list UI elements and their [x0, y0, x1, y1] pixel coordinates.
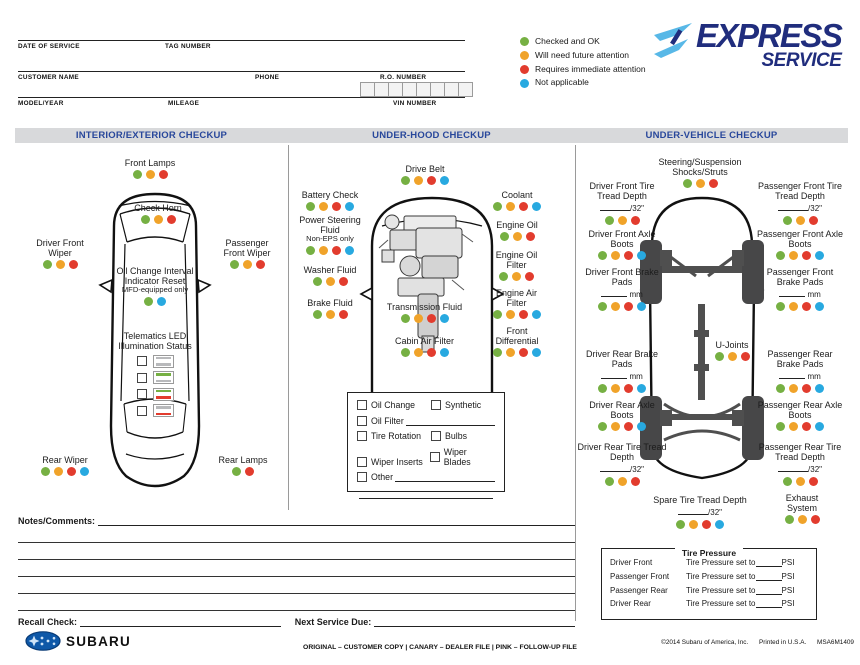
- next-service-due-line[interactable]: [374, 616, 575, 627]
- tire-pressure-title: Tire Pressure: [602, 543, 816, 561]
- checkpoint-front-differential: Front Differential: [487, 326, 547, 359]
- checkpoint-washer-fluid: Washer Fluid: [290, 265, 370, 288]
- checkpoint-passenger-rear-axle-boots: Passenger Rear Axle Boots: [755, 400, 845, 433]
- legend-item: Not applicable: [520, 77, 646, 87]
- status-dots[interactable]: [577, 422, 667, 433]
- checkpoint-front-lamps: Front Lamps: [110, 158, 190, 181]
- checkpoint-driver-front-wiper: Driver Front Wiper: [20, 238, 100, 271]
- telematics-checkbox[interactable]: [137, 406, 147, 416]
- checkpoint-driver-front-axle-boots: Driver Front Axle Boots: [577, 229, 667, 262]
- status-legend: [520, 36, 646, 91]
- status-dots[interactable]: [577, 251, 667, 262]
- status-dots[interactable]: [755, 422, 845, 433]
- phone-label: PHONE: [255, 74, 280, 81]
- oil-change-checkbox[interactable]: [357, 400, 367, 410]
- checkpoint-power-steering-fluid: Power Steering Fluid Non-EPS only: [290, 215, 370, 257]
- other-write-in-line[interactable]: [395, 472, 495, 482]
- tread-depth-write-in[interactable]: [778, 463, 808, 472]
- tread-depth-write-in[interactable]: [600, 202, 630, 211]
- checkpoint-cabin-air-filter: Cabin Air Filter: [377, 336, 472, 359]
- bulbs-checkbox[interactable]: [431, 431, 441, 441]
- recall-check-line[interactable]: [80, 616, 281, 627]
- checkpoint-battery-check: Battery Check: [290, 190, 370, 213]
- status-dots[interactable]: [757, 515, 847, 526]
- status-dots[interactable]: [577, 216, 667, 227]
- status-dots[interactable]: [110, 170, 190, 181]
- checkpoint-rear-lamps: Rear Lamps: [203, 455, 283, 478]
- checkpoint-drive-belt: Drive Belt: [380, 164, 470, 187]
- printed-in: Printed in U.S.A.: [759, 639, 807, 646]
- legend-dot-green: [520, 36, 529, 46]
- service-oil-filter: Oil Filter: [357, 416, 404, 426]
- tread-depth-write-in[interactable]: [678, 506, 708, 515]
- checkpoint-passenger-front-tire-tread: Passenger Front Tire Tread Depth /32": [755, 181, 845, 227]
- led-state-icon: [153, 404, 174, 417]
- wiper-inserts-checkbox[interactable]: [357, 457, 367, 467]
- checkpoint-engine-air-filter: Engine Air Filter: [489, 288, 544, 321]
- notes-section: [18, 514, 575, 627]
- copy-distribution-text: ORIGINAL – CUSTOMER COPY | CANARY – DEALER FILE | PINK – FOLLOW-UP FILE: [303, 644, 577, 651]
- checkpoint-engine-oil: Engine Oil: [477, 220, 557, 243]
- notes-line[interactable]: [98, 515, 575, 526]
- checkpoint-driver-rear-tire-tread: Driver Rear Tire Tread Depth /32": [577, 442, 667, 488]
- interior-exterior-header: INTERIOR/EXTERIOR CHECKUP: [15, 128, 288, 143]
- service-wiper-inserts: Wiper Inserts: [357, 457, 430, 467]
- tread-depth-write-in[interactable]: [778, 202, 808, 211]
- legend-dot-red: [520, 64, 529, 74]
- status-dots[interactable]: [477, 202, 557, 213]
- notes-line[interactable]: [18, 543, 575, 560]
- status-dots[interactable]: [290, 246, 370, 257]
- tag-number-label: TAG NUMBER: [165, 43, 211, 50]
- tire-pressure-row: Driver Rear Tire Pressure set to PSI: [610, 599, 795, 609]
- vin-number-label: VIN NUMBER: [393, 100, 437, 107]
- oil-filter-write-in-line[interactable]: [406, 416, 495, 426]
- model-year-label: MODEL/YEAR: [18, 100, 64, 107]
- status-dots[interactable]: [290, 277, 370, 288]
- customer-name-label: CUSTOMER NAME: [18, 74, 79, 81]
- logo-service-text: SERVICE: [761, 50, 842, 72]
- next-service-due-label: Next Service Due:: [294, 617, 372, 627]
- tire-rotation-checkbox[interactable]: [357, 431, 367, 441]
- tire-pressure-row: Driver Front Tire Pressure set to PSI: [610, 558, 795, 567]
- checkpoint-u-joints: U-Joints: [692, 340, 772, 363]
- status-dots[interactable]: [380, 176, 470, 187]
- checkpoint-brake-fluid: Brake Fluid: [290, 298, 370, 321]
- status-dots[interactable]: [477, 232, 557, 243]
- legend-dot-yellow: [520, 50, 529, 60]
- wiper-blades-checkbox[interactable]: [430, 452, 440, 462]
- subaru-logo: [25, 631, 131, 651]
- mileage-label: MILEAGE: [168, 100, 200, 107]
- checkpoint-passenger-rear-tire-tread: Passenger Rear Tire Tread Depth /32": [755, 442, 845, 488]
- status-dots[interactable]: [755, 302, 845, 313]
- oil-filter-checkbox[interactable]: [357, 416, 367, 426]
- subaru-wordmark: SUBARU: [66, 633, 131, 649]
- telematics-row: [100, 388, 210, 401]
- status-dots[interactable]: [377, 314, 472, 325]
- legend-item: Will need future attention: [520, 50, 646, 60]
- led-state-icon: [153, 355, 174, 368]
- vin-comb-field[interactable]: [360, 82, 473, 97]
- notes-line[interactable]: [18, 560, 575, 577]
- checkpoint-coolant: Coolant: [477, 190, 557, 213]
- form-rule: [18, 40, 465, 41]
- telematics-row: [100, 404, 210, 417]
- legend-dot-blue: [520, 77, 529, 87]
- psi-write-in[interactable]: [756, 586, 782, 595]
- status-dots[interactable]: [290, 202, 370, 213]
- status-dots[interactable]: [118, 215, 198, 226]
- checkpoint-passenger-rear-brake-pads: Passenger Rear Brake Pads mm: [755, 349, 845, 395]
- brake-pad-write-in[interactable]: [779, 288, 805, 297]
- checkpoint-check-horn: Check Horn: [118, 203, 198, 226]
- status-dots[interactable]: [489, 272, 544, 283]
- led-state-icon: [153, 388, 174, 401]
- tire-pressure-box: [601, 548, 817, 620]
- status-dots[interactable]: [755, 384, 845, 395]
- status-dots[interactable]: [577, 302, 667, 313]
- service-synthetic: Synthetic: [431, 400, 481, 410]
- status-dots[interactable]: [755, 216, 845, 227]
- services-extra-line[interactable]: [359, 488, 493, 499]
- checkpoint-passenger-front-wiper: Passenger Front Wiper: [207, 238, 287, 271]
- other-checkbox[interactable]: [357, 472, 367, 482]
- form-code: MSA6M1409: [817, 639, 854, 646]
- checkpoint-telematics-led: Telematics LED Illumination Status: [100, 331, 210, 417]
- legend-item: Checked and OK: [520, 36, 646, 46]
- telematics-row: [100, 355, 210, 368]
- status-dots[interactable]: [577, 477, 667, 488]
- status-dots[interactable]: [487, 348, 547, 359]
- checkpoint-spare-tire-tread: Spare Tire Tread Depth /32": [640, 495, 760, 531]
- express-service-logo: [652, 17, 854, 72]
- subaru-star-cluster-icon: [25, 631, 61, 651]
- ro-number-label: R.O. NUMBER: [380, 74, 427, 81]
- checkpoint-transmission-fluid: Transmission Fluid: [377, 302, 472, 325]
- telematics-checkbox[interactable]: [137, 373, 147, 383]
- under-hood-header: UNDER-HOOD CHECKUP: [288, 128, 575, 143]
- notes-label: Notes/Comments:: [18, 516, 96, 526]
- checkpoint-oil-change-interval-reset: Oil Change Interval Indicator Reset MFD-equipped only: [100, 266, 210, 308]
- services-performed-box: [347, 392, 505, 492]
- tire-pressure-row: Passenger Front Tire Pressure set to PSI: [610, 571, 795, 581]
- status-dots[interactable]: [755, 251, 845, 262]
- checkpoint-rear-wiper: Rear Wiper: [25, 455, 105, 478]
- recall-check-label: Recall Check:: [18, 617, 78, 627]
- notes-line[interactable]: [18, 577, 575, 594]
- brake-pad-write-in[interactable]: [601, 370, 627, 379]
- date-of-service-label: DATE OF SERVICE: [18, 43, 80, 50]
- checkpoint-engine-oil-filter: Engine Oil Filter: [489, 250, 544, 283]
- service-other: Other: [357, 472, 393, 482]
- status-dots[interactable]: [755, 477, 845, 488]
- service-oil-change: Oil Change: [357, 400, 431, 410]
- brake-pad-write-in[interactable]: [601, 288, 627, 297]
- legend-item: Requires immediate attention: [520, 64, 646, 74]
- status-dots[interactable]: [207, 260, 287, 271]
- form-rule: [18, 97, 465, 98]
- status-dots[interactable]: [20, 260, 100, 271]
- under-vehicle-header: UNDER-VEHICLE CHECKUP: [575, 128, 848, 143]
- checkpoint-driver-front-tire-tread: Driver Front Tire Tread Depth /32": [577, 181, 667, 227]
- checkpoint-driver-rear-brake-pads: Driver Rear Brake Pads mm: [577, 349, 667, 395]
- brake-pad-write-in[interactable]: [779, 370, 805, 379]
- telematics-checkbox[interactable]: [137, 389, 147, 399]
- checkpoint-driver-rear-axle-boots: Driver Rear Axle Boots: [577, 400, 667, 433]
- service-tire-rotation: Tire Rotation: [357, 431, 431, 441]
- status-dots[interactable]: [489, 310, 544, 321]
- status-dots[interactable]: [100, 297, 210, 308]
- copyright: ©2014 Subaru of America, Inc.: [661, 639, 749, 646]
- notes-line[interactable]: [18, 594, 575, 611]
- status-dots[interactable]: [640, 520, 760, 531]
- service-bulbs: Bulbs: [431, 431, 467, 441]
- under-vehicle-column: [575, 128, 848, 622]
- telematics-checkbox[interactable]: [137, 356, 147, 366]
- checkpoint-exhaust-system: Exhaust System: [757, 493, 847, 526]
- logo-express-text: EXPRESS: [696, 17, 842, 54]
- form-rule: [18, 71, 465, 72]
- synthetic-checkbox[interactable]: [431, 400, 441, 410]
- status-dots[interactable]: [25, 467, 105, 478]
- status-dots[interactable]: [377, 348, 472, 359]
- tread-depth-write-in[interactable]: [600, 463, 630, 472]
- telematics-row: [100, 371, 210, 384]
- tire-pressure-row: Passenger Rear Tire Pressure set to PSI: [610, 585, 795, 595]
- checkpoint-passenger-front-brake-pads: Passenger Front Brake Pads mm: [755, 267, 845, 313]
- led-state-icon: [153, 371, 174, 384]
- checkpoint-steering-suspension: Steering/Suspension Shocks/Struts: [645, 157, 755, 190]
- checkpoint-driver-front-brake-pads: Driver Front Brake Pads mm: [577, 267, 667, 313]
- status-dots[interactable]: [577, 384, 667, 395]
- psi-write-in[interactable]: [756, 572, 782, 581]
- checkpoint-passenger-front-axle-boots: Passenger Front Axle Boots: [755, 229, 845, 262]
- service-wiper-blades: Wiper Blades: [430, 447, 495, 467]
- express-logo-swoosh-icon: [652, 22, 694, 62]
- status-dots[interactable]: [290, 310, 370, 321]
- copyright-text: [624, 639, 854, 646]
- psi-write-in[interactable]: [756, 599, 782, 608]
- notes-line[interactable]: [18, 526, 575, 543]
- status-dots[interactable]: [203, 467, 283, 478]
